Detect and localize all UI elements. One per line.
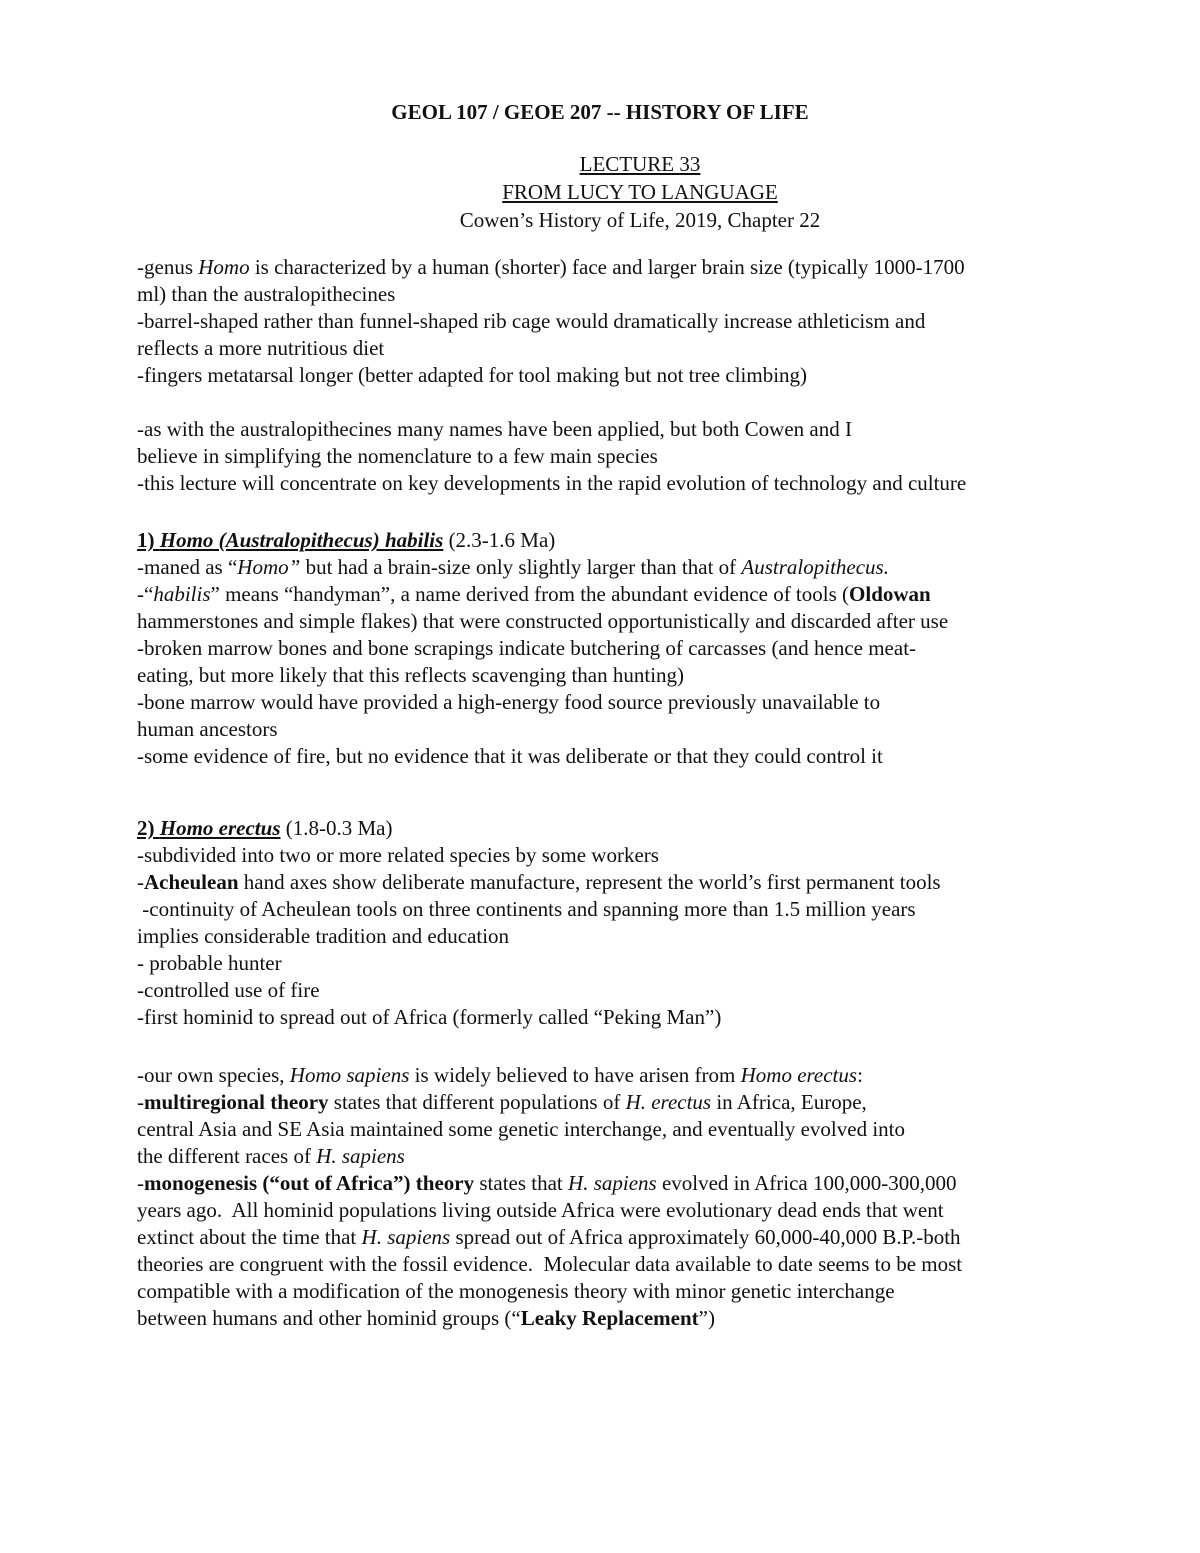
section-2-line-5: - probable hunter [137, 951, 282, 975]
origins-line-8: theories are congruent with the fossil evidence. Molecular data available to date seems to be most [137, 1252, 963, 1276]
origins-line-3: central Asia and SE Asia maintained some genetic interchange, and eventually evolved into [137, 1117, 906, 1141]
origins-line-10: between humans and other hominid groups (“Leaky Replacement”) [137, 1306, 715, 1330]
lecture-number: LECTURE 33 [579, 152, 701, 176]
intro-line-1: -genus Homo is characterized by a human (shorter) face and larger brain size (typically 1000-1700 [137, 255, 965, 279]
section-2-line-7: -first hominid to spread out of Africa (formerly called “Peking Man”) [137, 1005, 722, 1029]
course-title: GEOL 107 / GEOE 207 -- HISTORY OF LIFE [391, 100, 809, 124]
section-1-line-4: -broken marrow bones and bone scrapings indicate butchering of carcasses (and hence meat- [137, 636, 917, 660]
section-2-line-2: -Acheulean hand axes show deliberate manufacture, represent the world’s first permanent tools [137, 870, 941, 894]
section-2-line-3: -continuity of Acheulean tools on three continents and spanning more than 1.5 million years [137, 897, 916, 921]
origins-line-5: -monogenesis (“out of Africa”) theory states that H. sapiens evolved in Africa 100,000-300,000 [137, 1171, 957, 1195]
intro-line-8: -this lecture will concentrate on key developments in the rapid evolution of technology and culture [137, 471, 967, 495]
section-1-line-8: -some evidence of fire, but no evidence that it was deliberate or that they could control it [137, 744, 883, 768]
section-2-line-6: -controlled use of fire [137, 978, 320, 1002]
origins-line-6: years ago. All hominid populations living outside Africa were evolutionary dead ends that went [137, 1198, 944, 1222]
intro-line-3: -barrel-shaped rather than funnel-shaped rib cage would dramatically increase athleticism and [137, 309, 926, 333]
section-2-line-1: -subdivided into two or more related species by some workers [137, 843, 659, 867]
section-1-line-3: hammerstones and simple flakes) that were constructed opportunistically and discarded after use [137, 609, 949, 633]
section-1-line-7: human ancestors [137, 717, 278, 741]
section-1-line-2: -“habilis” means “handyman”, a name derived from the abundant evidence of tools (Oldowan [137, 582, 931, 606]
section-2-line-4: implies considerable tradition and education [137, 924, 510, 948]
intro-line-4: reflects a more nutritious diet [137, 336, 385, 360]
origins-line-2: -multiregional theory states that different populations of H. erectus in Africa, Europe, [137, 1090, 867, 1114]
section-1-heading: 1) Homo (Australopithecus) habilis (2.3-1.6 Ma) [137, 528, 556, 552]
origins-line-4: the different races of H. sapiens [137, 1144, 405, 1168]
lecture-title: FROM LUCY TO LANGUAGE [502, 180, 778, 204]
intro-line-5: -fingers metatarsal longer (better adapted for tool making but not tree climbing) [137, 363, 808, 387]
section-1-line-5: eating, but more likely that this reflects scavenging than hunting) [137, 663, 685, 687]
intro-line-2: ml) than the australopithecines [137, 282, 396, 306]
section-2-heading: 2) Homo erectus (1.8-0.3 Ma) [137, 816, 393, 840]
section-1-line-6: -bone marrow would have provided a high-energy food source previously unavailable to [137, 690, 881, 714]
origins-line-9: compatible with a modification of the monogenesis theory with minor genetic interchange [137, 1279, 895, 1303]
origins-line-1: -our own species, Homo sapiens is widely believed to have arisen from Homo erectus: [137, 1063, 863, 1087]
reference-line: Cowen’s History of Life, 2019, Chapter 22 [459, 208, 821, 232]
origins-line-7: extinct about the time that H. sapiens spread out of Africa approximately 60,000-40,000 B.P.-both [137, 1225, 961, 1249]
section-1-line-1: -maned as “Homo” but had a brain-size only slightly larger than that of Australopithecus. [137, 555, 889, 579]
intro-line-7: believe in simplifying the nomenclature to a few main species [137, 444, 658, 468]
intro-line-6: -as with the australopithecines many names have been applied, but both Cowen and I [137, 417, 852, 441]
